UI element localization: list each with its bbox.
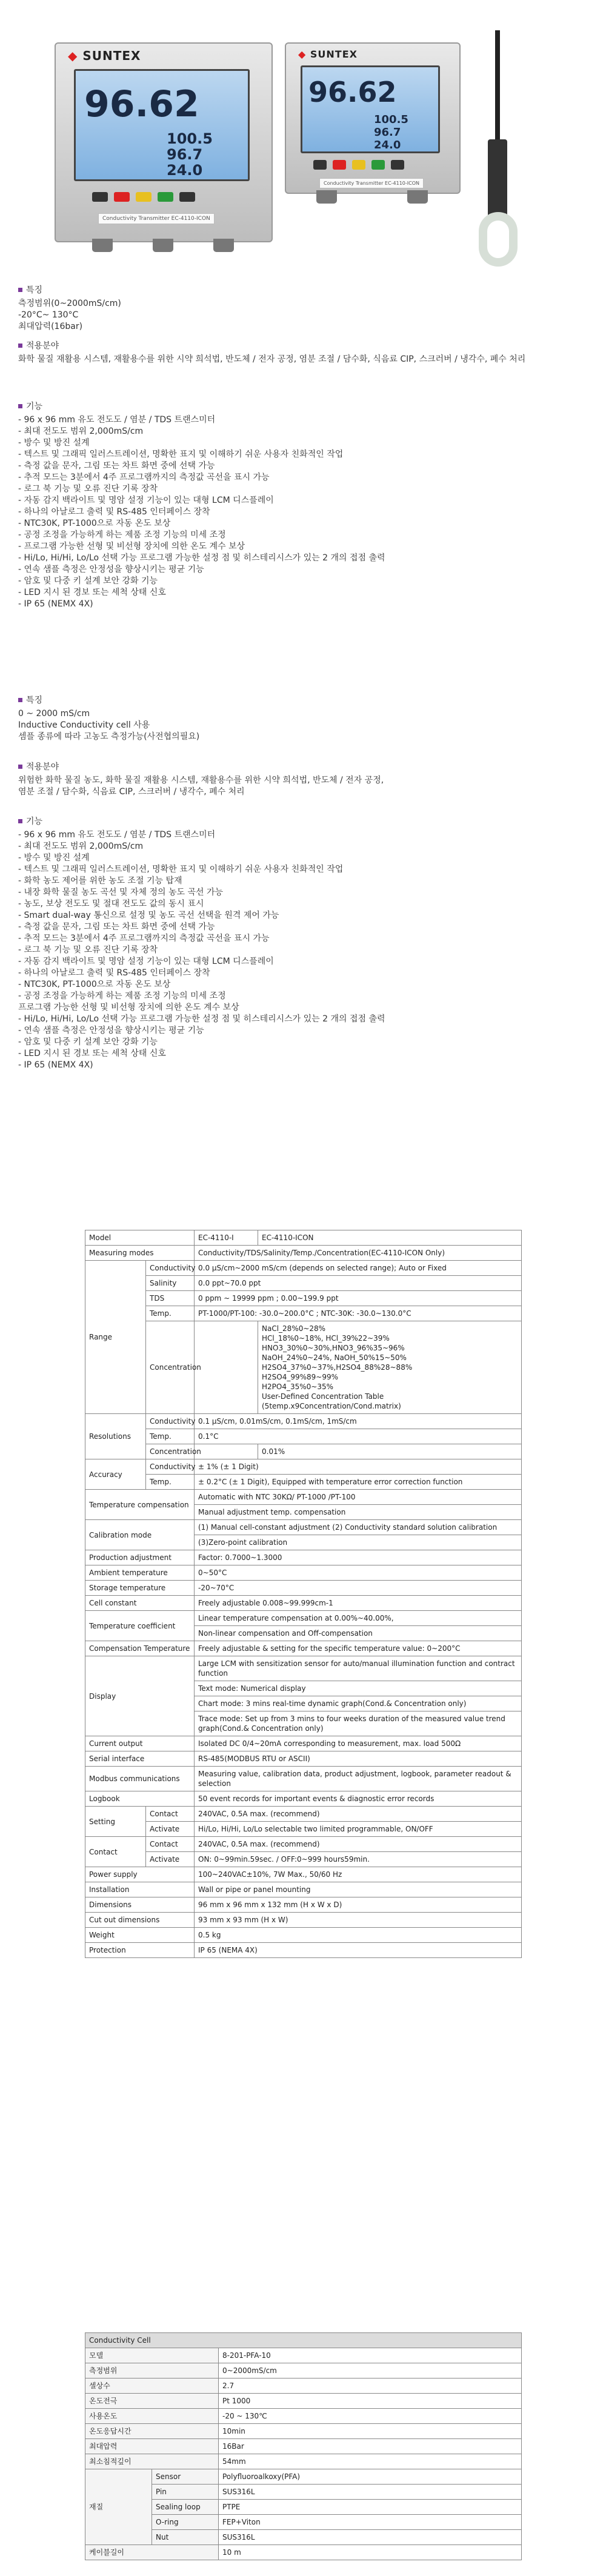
cell-value: -20 ~ 130℃: [219, 2409, 522, 2424]
conc-line: (5temp.x9Concentration/Cond.matrix): [262, 1402, 401, 1410]
bullet-icon: [18, 765, 22, 769]
cell-value: SUS316L: [219, 2485, 522, 2500]
function-line: - IP 65 (NEMX 4X): [18, 599, 93, 609]
spec-value: 0.1 μS/cm, 0.01mS/cm, 0.1mS/cm, 1mS/cm: [195, 1414, 522, 1429]
table-row: [85, 1550, 522, 1565]
cell-table-title: Conductivity Cell: [85, 2333, 522, 2348]
spec-label: Current output: [85, 1736, 195, 1751]
section-2-functions: [18, 815, 551, 1071]
cell-sublabel: O-ring: [152, 2515, 219, 2530]
spec-value: 96 mm x 96 mm x 132 mm (H x W x D): [195, 1897, 522, 1913]
table-row: [85, 1913, 522, 1928]
spec-value: IP 65 (NEMA 4X): [195, 1943, 522, 1958]
reading-row-1: 100.5: [167, 130, 213, 147]
function-line: - Hi/Lo, Hi/Hi, Lo/Lo 선택 가능 프로그램 가능한 설정 점 및 히스테리시스가 있는 2 개의 접점 출력: [18, 553, 385, 563]
cell-value: Polyfluoroalkoxy(PFA): [219, 2469, 522, 2485]
function-line: - LED 지시 된 경보 또는 세척 상태 신호: [18, 1049, 166, 1058]
function-line: - 추적 모드는 3분에서 4주 프로그램까지의 측정값 곡선을 표시 가능: [18, 473, 270, 482]
table-row: [85, 1852, 522, 1867]
function-line: 프로그램 가능한 선형 및 비선형 장치에 의한 온도 계수 보상: [18, 1003, 239, 1012]
bullet-icon: [18, 819, 22, 823]
spec-value: EC-4110-ICON: [258, 1230, 522, 1246]
probe-cable: [495, 30, 500, 139]
spec-value: 0 ppm ~ 19999 ppm ; 0.00~199.9 ppt: [195, 1291, 522, 1306]
spec-sublabel: Conductivity: [146, 1261, 195, 1276]
spec-label: Ambient temperature: [85, 1565, 195, 1581]
function-line: - 내장 화학 물질 농도 곡선 및 자체 정의 농도 곡선 가능: [18, 888, 224, 897]
section-2-applications: [18, 760, 551, 798]
cell-value: 10 m: [219, 2545, 522, 2560]
spec-sublabel: Concentration: [146, 1444, 195, 1459]
spec-value: Non-linear compensation and Off-compensation: [195, 1626, 522, 1641]
table-row: [85, 1822, 522, 1837]
spec-label: Temperature coefficient: [85, 1611, 195, 1641]
reading-row-1: 100.5: [374, 113, 408, 126]
spec-sublabel: Activate: [146, 1852, 195, 1867]
table-row: [85, 1520, 522, 1535]
spec-value: Automatic with NTC 30KΩ/ PT-1000 /PT-100: [195, 1490, 522, 1505]
table-row: [85, 1867, 522, 1882]
cable-gland: [316, 190, 337, 204]
function-line: - NTC30K, PT-1000으로 자동 온도 보상: [18, 519, 171, 528]
cell-value: 10min: [219, 2424, 522, 2439]
spec-label: Model: [85, 1230, 195, 1246]
conc-line: NaCl_28%0~28%: [262, 1324, 326, 1333]
cell-label: 최대압력: [85, 2439, 219, 2454]
cell-label: 재질: [85, 2469, 152, 2545]
function-line: - Smart dual-way 통신으로 설정 및 농도 곡선 선택을 원격 제어 가능: [18, 911, 279, 920]
table-row: [85, 2348, 522, 2363]
spec-sublabel: Concentration: [146, 1321, 195, 1414]
function-line: - 로그 북 기능 및 오류 진단 기록 장착: [18, 484, 158, 494]
spec-value: 0.0 ppt~70.0 ppt: [195, 1276, 522, 1291]
table-row: [85, 1321, 522, 1414]
features-title: 특징: [26, 695, 43, 705]
spec-value: Measuring value, calibration data, product adjustment, logbook, parameter readout & selection: [195, 1767, 522, 1791]
spec-value: 0.5 kg: [195, 1928, 522, 1943]
function-line: - 공정 조정을 가능하게 하는 제품 조정 기능의 미세 조정: [18, 530, 226, 540]
cell-value: PTPE: [219, 2500, 522, 2515]
spec-label: Accuracy: [85, 1459, 146, 1490]
table-row: [85, 2378, 522, 2394]
spec-value: 0.0 μS/cm~2000 mS/cm (depends on selected range); Auto or Fixed: [195, 1261, 522, 1276]
spec-label: Range: [85, 1261, 146, 1414]
cable-gland: [92, 239, 113, 252]
feature-line: 측정범위(0~2000mS/cm): [18, 299, 121, 308]
reading-row-2: 96.7: [374, 126, 401, 139]
spec-value: Factor: 0.7000~1.3000: [195, 1550, 522, 1565]
spec-label: Logbook: [85, 1791, 195, 1807]
spec-sublabel: Conductivity: [146, 1414, 195, 1429]
empty-cell: [195, 1321, 258, 1414]
conc-line: H2SO4_37%0~37%,H2SO4_88%28~88%: [262, 1363, 413, 1372]
spec-label: Contact: [85, 1837, 146, 1867]
spec-label: Calibration mode: [85, 1520, 195, 1550]
bullet-icon: [18, 404, 22, 408]
conc-line: H2SO4_99%89~99%: [262, 1373, 339, 1381]
features-title: 특징: [26, 285, 43, 295]
application-line: 위험한 화학 물질 농도, 화학 물질 재활용 시스템, 재활용수를 위한 시약 희석법, 반도체 / 전자 공정,: [18, 775, 384, 785]
table-row: [85, 1791, 522, 1807]
table-row: [85, 1596, 522, 1611]
spec-value: RS-485(MODBUS RTU or ASCII): [195, 1751, 522, 1767]
bullet-icon: [18, 288, 22, 292]
function-line: - 자동 감지 백라이트 및 명암 설정 기능이 있는 대형 LCM 디스플레이: [18, 496, 274, 505]
conc-line: User-Defined Concentration Table: [262, 1392, 384, 1401]
function-line: - 연속 샘플 측정은 안정성을 향상시키는 평균 기능: [18, 1026, 204, 1035]
table-row: [85, 1475, 522, 1490]
spec-value: (1) Manual cell-constant adjustment (2) Conductivity standard solution calibration: [195, 1520, 522, 1535]
spec-label: Resolutions: [85, 1414, 146, 1459]
cell-value: 2.7: [219, 2378, 522, 2394]
spec-sublabel: Salinity: [146, 1276, 195, 1291]
spec-value: 0~50°C: [195, 1565, 522, 1581]
cell-label: 온도응답시간: [85, 2424, 219, 2439]
bullet-icon: [18, 698, 22, 702]
spec-sublabel: Temp.: [146, 1306, 195, 1321]
feature-line: 0 ~ 2000 mS/cm: [18, 709, 90, 719]
table-row: [85, 1611, 522, 1626]
function-line: - 공정 조정을 가능하게 하는 제품 조정 기능의 미세 조정: [18, 991, 226, 1001]
cell-label: 케이블길이: [85, 2545, 219, 2560]
inductive-probe-ring: [479, 212, 518, 267]
cell-label: 셀상수: [85, 2378, 219, 2394]
cell-label: 최소침적깊이: [85, 2454, 219, 2469]
cell-sublabel: Nut: [152, 2530, 219, 2545]
main-reading: 96.62: [84, 83, 199, 125]
table-row: [85, 2454, 522, 2469]
brand-logo: ◆ SUNTEX: [68, 48, 141, 63]
table-row: [85, 1897, 522, 1913]
table-row: [85, 1943, 522, 1958]
table-row: [85, 1246, 522, 1261]
lcd-display: [301, 65, 440, 153]
spec-label: Dimensions: [85, 1897, 195, 1913]
func-title: 기능: [26, 817, 43, 826]
apps-title: 적용분야: [26, 762, 59, 772]
function-line: - 농도, 보상 전도도 및 절대 전도도 값의 동시 표시: [18, 899, 204, 909]
conc-line: HCl_18%0~18%, HCl_39%22~39%: [262, 1334, 390, 1343]
spec-label: Setting: [85, 1807, 146, 1837]
section-1-features: [18, 284, 551, 333]
spec-value: Conductivity/TDS/Salinity/Temp./Concentration(EC-4110-ICON Only): [195, 1246, 522, 1261]
table-row: [85, 1751, 522, 1767]
table-row: [85, 2409, 522, 2424]
table-row: [85, 1736, 522, 1751]
model-label: Conductivity Transmitter EC-4110-ICON: [319, 178, 424, 188]
reading-row-2: 96.7: [167, 146, 203, 163]
conductivity-cell-table: [85, 2332, 522, 2560]
function-line: - 로그 북 기능 및 오류 진단 기록 장착: [18, 945, 158, 955]
section-1-applications: [18, 339, 551, 365]
conc-line: H2PO4_35%0~35%: [262, 1383, 334, 1391]
function-line: - 측정 값을 문자, 그림 또는 차트 화면 중에 선택 가능: [18, 922, 215, 932]
table-row: [85, 1656, 522, 1681]
cable-gland: [213, 239, 234, 252]
function-line: - 방수 및 방진 설계: [18, 853, 90, 863]
function-line: - IP 65 (NEMX 4X): [18, 1060, 93, 1070]
spec-value: 0.1°C: [195, 1429, 522, 1444]
spec-value: 100~240VAC±10%, 7W Max., 50/60 Hz: [195, 1867, 522, 1882]
function-line: - 측정 값을 문자, 그림 또는 차트 화면 중에 선택 가능: [18, 461, 215, 471]
feature-line: Inductive Conductivity cell 사용: [18, 720, 150, 730]
spec-value: -20~70°C: [195, 1581, 522, 1596]
spec-label: Installation: [85, 1882, 195, 1897]
cell-label: 온도전극: [85, 2394, 219, 2409]
function-line: - 암호 및 다중 키 설계 보안 강화 기능: [18, 576, 158, 586]
table-row: [85, 1230, 522, 1246]
function-line: - 추적 모드는 3분에서 4주 프로그램까지의 측정값 곡선을 표시 가능: [18, 934, 270, 943]
function-line: - 96 x 96 mm 유도 전도도 / 염분 / TDS 트랜스미터: [18, 415, 216, 425]
spec-value: Trace mode: Set up from 3 mins to four weeks duration of the measured value trend graph(Cond.& Concentration only): [195, 1711, 522, 1736]
conc-line: NaOH_24%0~24%, NaOH_50%15~50%: [262, 1353, 407, 1362]
table-row: [85, 2439, 522, 2454]
function-line: - 프로그램 가능한 선형 및 비선형 장치에 의한 온도 계수 보상: [18, 542, 245, 551]
cell-value: 0~2000mS/cm: [219, 2363, 522, 2378]
spec-sublabel: Temp.: [146, 1429, 195, 1444]
spec-value: 0.01%: [258, 1444, 522, 1459]
function-line: - 하나의 아날로그 출력 및 RS-485 인터페이스 장착: [18, 968, 210, 978]
function-line: - NTC30K, PT-1000으로 자동 온도 보상: [18, 980, 171, 989]
function-line: - Hi/Lo, Hi/Hi, Lo/Lo 선택 가능 프로그램 가능한 설정 점 및 히스테리시스가 있는 2 개의 접점 출력: [18, 1014, 385, 1024]
table-row: [85, 1837, 522, 1852]
spec-label: Power supply: [85, 1867, 195, 1882]
function-line: - 하나의 아날로그 출력 및 RS-485 인터페이스 장착: [18, 507, 210, 517]
reading-row-3: 24.0: [167, 162, 203, 179]
spec-value: ± 0.2°C (± 1 Digit), Equipped with temperature error correction function: [195, 1475, 522, 1490]
cell-sublabel: Sensor: [152, 2469, 219, 2485]
spec-value: Chart mode: 3 mins real-time dynamic graph(Cond.& Concentration only): [195, 1696, 522, 1711]
spec-value: Isolated DC 0/4~20mA corresponding to measurement, max. load 500Ω: [195, 1736, 522, 1751]
spec-sublabel: Contact: [146, 1807, 195, 1822]
table-row: [85, 1306, 522, 1321]
function-line: - 96 x 96 mm 유도 전도도 / 염분 / TDS 트랜스미터: [18, 830, 216, 840]
table-row: [85, 1641, 522, 1656]
cell-label: 사용온도: [85, 2409, 219, 2424]
application-line: 염분 조절 / 담수화, 식음료 CIP, 스크러버 / 냉각수, 폐수 처리: [18, 787, 245, 797]
cell-value: SUS316L: [219, 2530, 522, 2545]
cell-label: 측정범위: [85, 2363, 219, 2378]
function-line: - LED 지시 된 경보 또는 세척 상태 신호: [18, 588, 166, 597]
spec-sublabel: Conductivity: [146, 1459, 195, 1475]
brand-logo: ◆ SUNTEX: [298, 48, 358, 60]
transmitter-image-2: [285, 42, 461, 194]
spec-value: (3)Zero-point calibration: [195, 1535, 522, 1550]
spec-label: Production adjustment: [85, 1550, 195, 1565]
table-row: [85, 1459, 522, 1475]
spec-sublabel: Temp.: [146, 1475, 195, 1490]
spec-value: Linear temperature compensation at 0.00%~40.00%,: [195, 1611, 522, 1626]
function-line: - 암호 및 다중 키 설계 보안 강화 기능: [18, 1037, 158, 1047]
spec-label: Storage temperature: [85, 1581, 195, 1596]
table-row: [85, 2394, 522, 2409]
cable-gland: [407, 190, 428, 204]
table-row: [85, 2424, 522, 2439]
application-line: 화학 물질 재활용 시스템, 재활용수를 위한 시약 희석법, 반도체 / 전자 공정, 염분 조절 / 담수화, 식음료 CIP, 스크러버 / 냉각수, 폐수 처리: [18, 354, 526, 364]
table-row: [85, 1928, 522, 1943]
cell-value: 8-201-PFA-10: [219, 2348, 522, 2363]
spec-label: Compensation Temperature: [85, 1641, 195, 1656]
spec-label: Display: [85, 1656, 195, 1736]
table-row: [85, 1490, 522, 1505]
model-label: Conductivity Transmitter EC-4110-ICON: [98, 213, 215, 224]
bullet-icon: [18, 344, 22, 348]
spec-value: ON: 0~99min.59sec. / OFF:0~999 hours59min.: [195, 1852, 522, 1867]
cell-value: Pt 1000: [219, 2394, 522, 2409]
function-line: - 자동 감지 백라이트 및 명암 설정 기능이 있는 대형 LCM 디스플레이: [18, 957, 274, 966]
spec-value: ± 1% (± 1 Digit): [195, 1459, 522, 1475]
spec-label: Temperature compensation: [85, 1490, 195, 1520]
function-line: - 연속 샘플 측정은 안정성을 향상시키는 평균 기능: [18, 565, 204, 574]
apps-title: 적용분야: [26, 341, 59, 351]
transmitter-image-1: [55, 42, 273, 242]
table-row: [85, 1276, 522, 1291]
spec-sublabel: Activate: [146, 1822, 195, 1837]
cell-value: 16Bar: [219, 2439, 522, 2454]
spec-value: Text mode: Numerical display: [195, 1681, 522, 1696]
main-reading: 96.62: [308, 76, 397, 108]
lcd-display: [74, 69, 250, 181]
spec-label: Measuring modes: [85, 1246, 195, 1261]
empty-cell: [195, 1444, 258, 1459]
cell-label: 모델: [85, 2348, 219, 2363]
table-row: [85, 2545, 522, 2560]
cell-value: FEP+Viton: [219, 2515, 522, 2530]
spec-value: PT-1000/PT-100: -30.0~200.0°C ; NTC-30K: -30.0~130.0°C: [195, 1306, 522, 1321]
spec-value: Manual adjustment temp. compensation: [195, 1505, 522, 1520]
table-row: [85, 1767, 522, 1791]
spec-value: 50 event records for important events & diagnostic error records: [195, 1791, 522, 1807]
reading-row-3: 24.0: [374, 139, 401, 151]
spec-sublabel: Contact: [146, 1837, 195, 1852]
product-hero: [55, 30, 539, 273]
spec-value: Freely adjustable & setting for the specific temperature value: 0~200°C: [195, 1641, 522, 1656]
table-row: [85, 1882, 522, 1897]
spec-value: EC-4110-I: [195, 1230, 258, 1246]
table-row: [85, 2469, 522, 2485]
spec-value: 93 mm x 93 mm (H x W): [195, 1913, 522, 1928]
spec-value: 240VAC, 0.5A max. (recommend): [195, 1837, 522, 1852]
table-row: [85, 1444, 522, 1459]
feature-line: 최대압력(16bar): [18, 322, 83, 331]
cable-gland: [153, 239, 173, 252]
spec-sublabel: TDS: [146, 1291, 195, 1306]
function-line: - 최대 전도도 범위 2,000mS/cm: [18, 427, 144, 436]
spec-value-concentration: [258, 1321, 522, 1414]
spec-value: Large LCM with sensitization sensor for auto/manual illumination function and contract function: [195, 1656, 522, 1681]
spec-label: Serial interface: [85, 1751, 195, 1767]
table-row: [85, 2333, 522, 2348]
function-line: - 텍스트 및 그래픽 일러스트레이션, 명확한 표지 및 이해하기 쉬운 사용자 친화적인 작업: [18, 865, 344, 874]
table-row: [85, 1291, 522, 1306]
spec-label: Protection: [85, 1943, 195, 1958]
table-row: [85, 1429, 522, 1444]
feature-line: 셈플 종류에 따라 고농도 측정가능(사전협의필요): [18, 732, 200, 742]
spec-label: Weight: [85, 1928, 195, 1943]
feature-line: -20°C~ 130°C: [18, 310, 79, 320]
table-row: [85, 1565, 522, 1581]
keypad: [313, 160, 404, 170]
table-row: [85, 1581, 522, 1596]
specification-table: [85, 1230, 522, 1958]
func-title: 기능: [26, 402, 43, 411]
section-2-features: [18, 694, 551, 743]
function-line: - 최대 전도도 범위 2,000mS/cm: [18, 842, 144, 851]
table-row: [85, 1807, 522, 1822]
conc-line: HNO3_30%0~30%,HNO3_96%35~96%: [262, 1344, 405, 1352]
spec-value: Freely adjustable 0.008~99.999cm-1: [195, 1596, 522, 1611]
spec-label: Cut out dimensions: [85, 1913, 195, 1928]
function-line: - 화학 농도 제어를 위한 농도 조절 기능 탑재: [18, 876, 182, 886]
cell-value: 54mm: [219, 2454, 522, 2469]
spec-label: Modbus communications: [85, 1767, 195, 1791]
spec-value: Wall or pipe or panel mounting: [195, 1882, 522, 1897]
cell-sublabel: Pin: [152, 2485, 219, 2500]
function-line: - 방수 및 방진 설계: [18, 438, 90, 448]
spec-value: Hi/Lo, Hi/Hi, Lo/Lo selectable two limited programmable, ON/OFF: [195, 1822, 522, 1837]
function-line: - 텍스트 및 그래픽 일러스트레이션, 명확한 표지 및 이해하기 쉬운 사용자 친화적인 작업: [18, 450, 344, 459]
cell-sublabel: Sealing loop: [152, 2500, 219, 2515]
section-1-functions: [18, 400, 551, 610]
keypad: [92, 192, 195, 202]
spec-label: Cell constant: [85, 1596, 195, 1611]
table-row: [85, 1414, 522, 1429]
table-row: [85, 1261, 522, 1276]
probe-body: [488, 139, 507, 218]
table-row: [85, 2363, 522, 2378]
spec-value: 240VAC, 0.5A max. (recommend): [195, 1807, 522, 1822]
